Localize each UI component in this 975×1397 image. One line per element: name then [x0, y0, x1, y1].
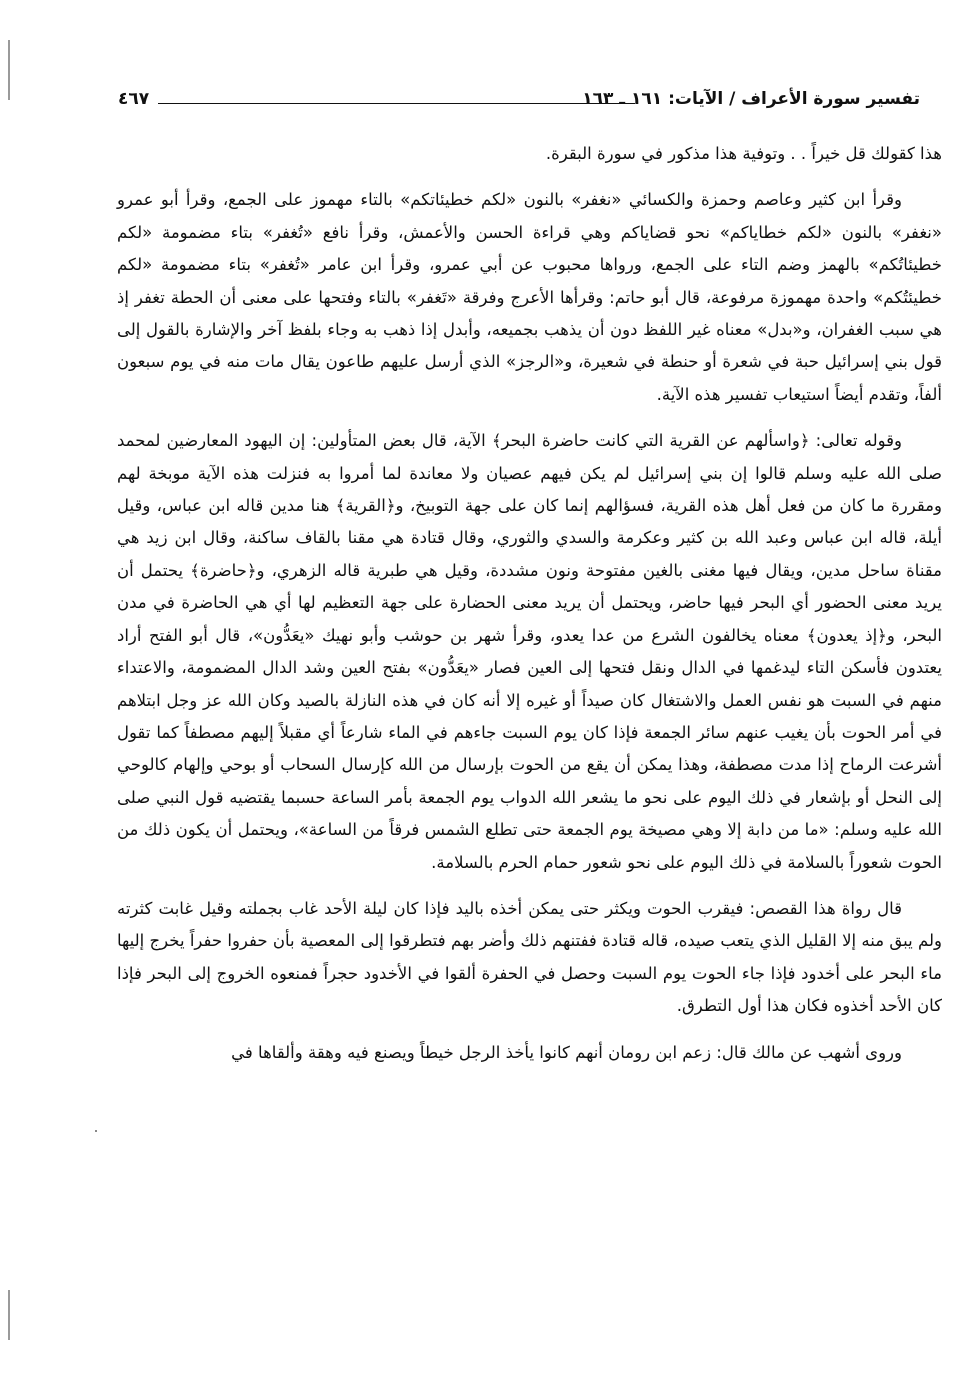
paragraph: هذا كقولك قل خيراً . . وتوفية هذا مذكور في سورة البقرة.	[545, 144, 942, 163]
page-number: ٤٦٧	[118, 89, 150, 109]
page-header	[100, 88, 920, 112]
header-rule	[158, 103, 635, 104]
scan-speck	[95, 1130, 97, 1132]
paragraph: وقرأ ابن كثير وعاصم وحمزة والكسائي «نغفر» بالنون «لكم خطيئاتكم» بالتاء مهموز على الجمع، وقرأ أبو عمرو «نغفر» بالنون «لكم خطاياكم» نحو قضاياكم وهي قراءة الحسن والأعمش، وقرأ نافع «تُغفر» بتاء مضمومة «لكم خطيئاتُكم» بالهمز وضم التاء على الجمع، ورواها محبوب عن أبي عمرو، وقرأ ابن عامر «تُغفر» بتاء مضمومة «لكم خطيئتُكم» واحدة مهموزة مرفوعة، قال أبو حاتم: وقرأها الأعرج وفرقة «تَغفر» بالتاء وفتحها على معنى أن الحطة تغفر إذ هي سبب الغفران، و«بدل» معناه غير اللفظ دون أن يذهب بجميعه، وأبدل إذا ذهب به وجاء بلفظ آخر والإشارة بالقول إلى قول بني إسرائيل حبة في شعرة أو حنطة في شعيرة، و«الرجز» الذي أرسل عليهم طاعون يقال مات منه في يوم سبعون ألفاً، وتقدم أيضاً استيعاب تفسير هذه الآية.	[117, 190, 942, 404]
scan-edge-mark	[8, 1290, 10, 1340]
scan-edge-mark	[8, 40, 10, 100]
paragraph: وروى أشهب عن مالك قال: زعم ابن رومان أنهم كانوا يأخذ الرجل خيطاً ويصنع فيه وهقة وألقاها في	[231, 1042, 902, 1062]
paragraph: وقوله تعالى: ﴿واسألهم عن القرية التي كانت حاضرة البحر﴾ الآية، قال بعض المتأولين: إن اليهود المعارضين لمحمد صلى الله عليه وسلم قالوا إن بني إسرائيل لم يكن فيهم عصيان ولا معاندة لما أمروا به فنزلت هذه الآية موبخة لهم ومقررة ما كان من فعل أهل هذه القرية، فسؤالهم إنما كان على جهة التوبيخ، و﴿القرية﴾ هنا مدين قاله ابن عباس، وقيل أيلة، قاله ابن عباس وعبد الله بن كثير وعكرمة والسدي والثوري، وقال قتادة هي مقنا بالقاف ساكنة، وقال ابن زيد هي مقناة ساحل مدين، ويقال فيها مغنى بالغين مفتوحة ونون مشددة، وقيل هي طبرية قاله الزهري، و﴿حاضرة﴾ يحتمل أن يريد معنى الحضور أي البحر فيها حاضر، ويحتمل أن يريد معنى الحضارة على جهة التعظيم لها أي هي الحاضرة في مدن البحر، و﴿إذ يعدون﴾ معناه يخالفون الشرع من عدا يعدو، وقرأ شهر بن حوشب وأبو نهيك «يعَدُّون»، قال أبو الفتح أراد يعتدون فأسكن التاء ليدغمها في الدال ونقل فتحها إلى العين فصار «يعَدُّون» بفتح العين وشد الدال المضمومة، والاعتداء منهم في السبت هو نفس العمل والاشتغال كان صيداً أو غيره إلا أنه كان في هذه النازلة بالصيد وكان الله عز وجل ابتلاهم في أمر الحوت بأن يغيب عنهم سائر الجمعة فإذا كان يوم السبت جاءهم في الماء شارعاً أي مقبلاً إليهم مصطفاً كما تقول أشرعت الرماح إذا مدت مصطفة، وهذا يمكن أن يقع من الحوت بإرسال من الله كإرسال السحاب أو بوحي وإلهام كالوحي إلى النحل أو بإشعار في ذلك اليوم على نحو ما يشعر الله الدواب يوم الجمعة بأمر الساعة حسبما يقتضيه قول النبي صلى الله عليه وسلم: «ما من دابة إلا وهي مصيخة يوم الجمعة حتى تطلع الشمس فرقاً من الساعة»، ويحتمل أن يكون ذلك من الحوت شعوراً بالسلامة في ذلك اليوم على نحو شعور حمام الحرم بالسلامة.	[117, 431, 942, 872]
paragraph: قال رواة هذا القصص: فيقرب الحوت ويكثر حتى يمكن أخذه باليد فإذا كان ليلة الأحد غاب بجملته وقيل غابت كثرته ولم يبق منه إلا القليل الذي يتعب صيده، قاله قتادة ففتنهم ذلك وأضر بهم فتطرقوا إلى المعصية بأن حفروا حفراً يخرج إليها ماء البحر على أخدود فإذا جاء الحوت يوم السبت وحصل في الحفرة ألقوا في الأخدود حجراً فمنعوه الخروج إلى البحر فإذا كان الأحد أخذوه فكان هذا أول التطرق.	[117, 898, 942, 1016]
running-title: تفسير سورة الأعراف / الآيات: ١٦١ ـ ١٦٣	[582, 89, 920, 109]
body-text	[117, 138, 942, 1069]
